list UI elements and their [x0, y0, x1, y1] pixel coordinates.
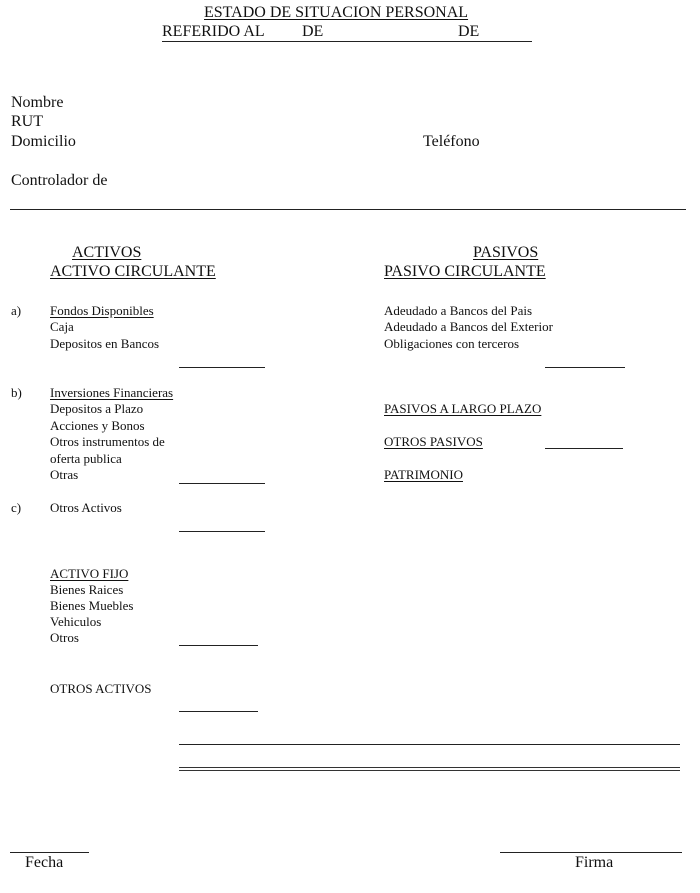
bienes-muebles-label: Bienes Muebles	[50, 598, 134, 613]
otros-pasivos-line	[545, 448, 623, 449]
subtotal-line-fijo	[179, 645, 258, 646]
subtotal-line-a	[179, 367, 265, 368]
marker-b: b)	[11, 385, 22, 400]
pasivos-heading: PASIVOS	[473, 244, 539, 261]
nombre-label: Nombre	[11, 94, 64, 111]
activos-heading: ACTIVOS	[72, 244, 142, 261]
depositos-bancos-label: Depositos en Bancos	[50, 336, 160, 351]
firma-label: Firma	[575, 854, 614, 871]
obligaciones-label: Obligaciones con terceros	[384, 336, 520, 351]
fecha-line	[10, 852, 89, 853]
subtotal-line-b	[179, 483, 265, 484]
activo-circulante-heading: ACTIVO CIRCULANTE	[50, 263, 216, 280]
marker-c: c)	[11, 500, 22, 515]
acciones-bonos-label: Acciones y Bonos	[50, 418, 145, 433]
otros-instrumentos-label: Otros instrumentos de	[50, 434, 165, 449]
adeudado-pais-label: Adeudado a Bancos del Pais	[384, 303, 533, 318]
oferta-publica-label: oferta publica	[50, 451, 122, 466]
inversiones-title: Inversiones Financieras	[50, 385, 174, 400]
referido-underline	[162, 41, 532, 42]
grand-total-double-line	[179, 767, 680, 771]
activo-fijo-title: ACTIVO FIJO	[50, 566, 129, 581]
otros-fijo-label: Otros	[50, 630, 79, 645]
total-line	[179, 744, 680, 745]
depositos-plazo-label: Depositos a Plazo	[50, 401, 144, 416]
document-title: ESTADO DE SITUACION PERSONAL	[204, 4, 469, 21]
largo-plazo-label: PASIVOS A LARGO PLAZO	[384, 401, 542, 416]
patrimonio-label: PATRIMONIO	[384, 467, 463, 482]
bienes-raices-label: Bienes Raices	[50, 582, 124, 597]
adeudado-exterior-label: Adeudado a Bancos del Exterior	[384, 319, 553, 334]
referido-label: REFERIDO AL	[162, 23, 265, 40]
controlador-label: Controlador de	[11, 172, 108, 189]
otras-label: Otras	[50, 467, 79, 482]
fondos-disponibles-title: Fondos Disponibles	[50, 303, 154, 318]
telefono-label: Teléfono	[423, 133, 480, 150]
otros-activos-c-label: Otros Activos	[50, 500, 122, 515]
rut-label: RUT	[11, 113, 43, 130]
otros-activos-label: OTROS ACTIVOS	[50, 681, 152, 696]
caja-label: Caja	[50, 319, 74, 334]
subtotal-line-otros	[179, 711, 258, 712]
subtotal-line-pasivo	[545, 367, 625, 368]
pasivo-circulante-heading: PASIVO CIRCULANTE	[384, 263, 546, 280]
firma-line	[500, 852, 682, 853]
subtotal-line-c	[179, 531, 265, 532]
fecha-label: Fecha	[25, 854, 64, 871]
marker-a: a)	[11, 303, 22, 318]
de-label-2: DE	[458, 23, 480, 40]
vehiculos-label: Vehiculos	[50, 614, 102, 629]
section-divider	[10, 209, 686, 210]
de-label-1: DE	[302, 23, 324, 40]
domicilio-label: Domicilio	[11, 133, 76, 150]
otros-pasivos-label: OTROS PASIVOS	[384, 434, 483, 449]
